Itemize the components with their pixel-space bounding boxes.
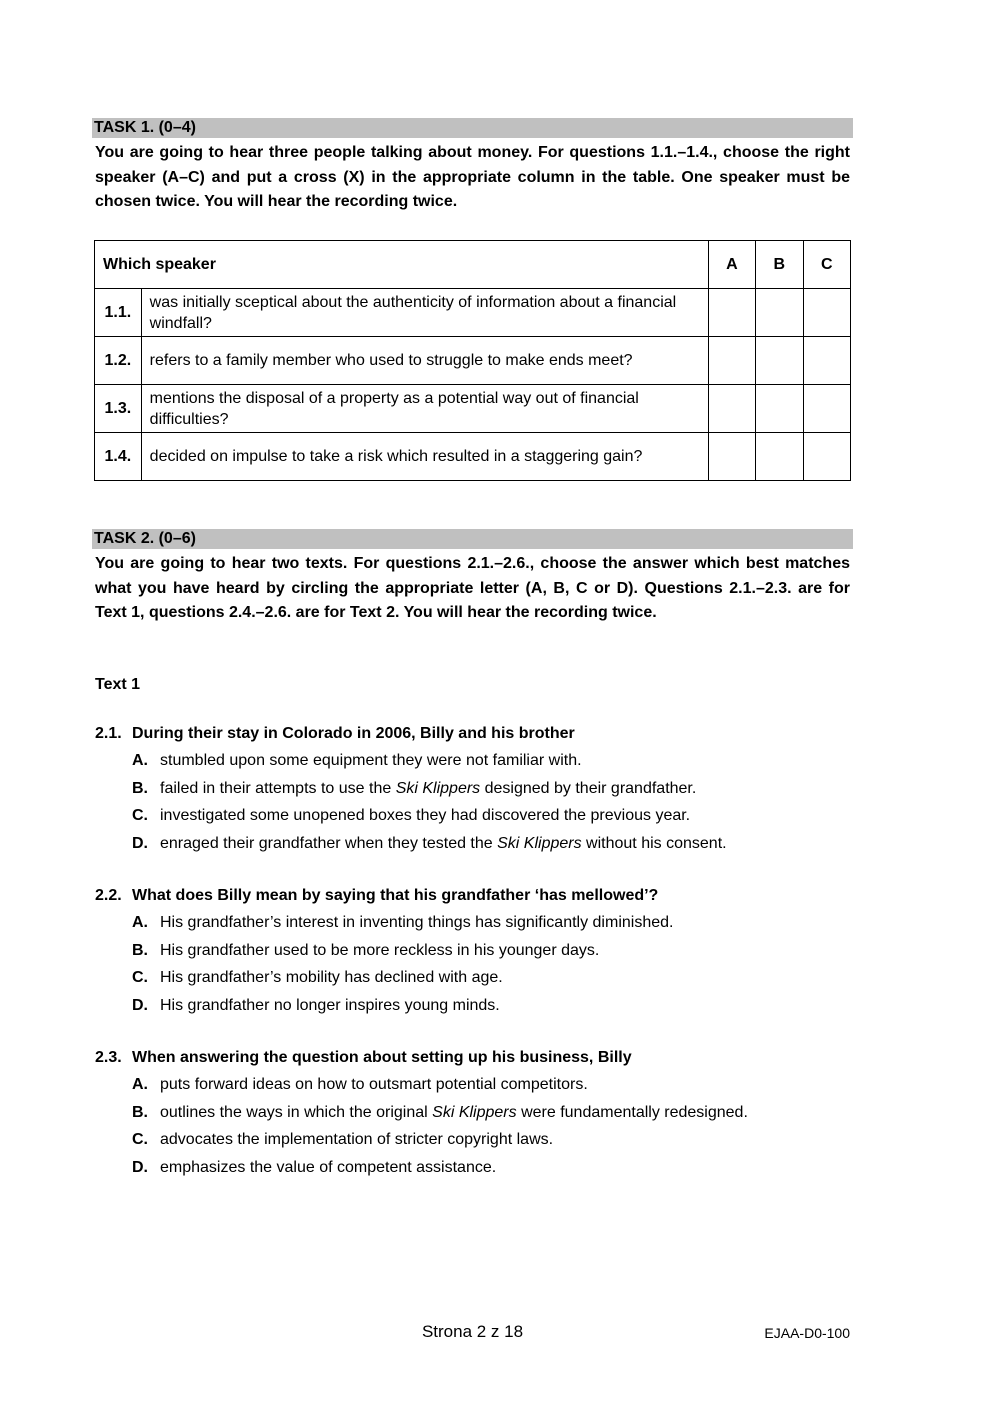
row-number: 1.1.	[95, 289, 142, 337]
option-d[interactable]	[95, 1158, 855, 1186]
option-c[interactable]	[95, 1130, 855, 1158]
answer-cell-1-1-a[interactable]	[708, 289, 755, 337]
option-letter: D.	[132, 834, 148, 852]
option-text: His grandfather’s interest in inventing things has significantly diminished.	[160, 914, 674, 931]
option-letter: A.	[132, 752, 148, 769]
question-stem	[95, 724, 855, 751]
option-letter: C.	[132, 807, 148, 824]
question-number: 2.3.	[95, 1049, 122, 1066]
answer-table	[94, 240, 851, 481]
column-header-b: B	[756, 241, 803, 289]
text-label: Text 1	[95, 676, 141, 693]
question-2-3	[95, 1048, 855, 1185]
table-row	[95, 337, 851, 385]
page-number: Strona 2 z 18	[421, 1322, 524, 1341]
answer-cell-1-2-a[interactable]	[708, 337, 755, 385]
option-emphasis: Ski Klippers	[432, 1103, 517, 1121]
option-text: emphasizes the value of competent assistance.	[160, 1158, 497, 1176]
option-b[interactable]	[95, 941, 855, 969]
option-a[interactable]	[95, 913, 855, 941]
answer-cell-1-2-b[interactable]	[756, 337, 803, 385]
question-text: During their stay in Colorado in 2006, Billy and his brother	[132, 725, 575, 742]
document-code: EJAA-D0-100	[764, 1325, 850, 1341]
option-c[interactable]	[95, 968, 855, 996]
option-text: failed in their attempts to use the	[160, 779, 396, 797]
table-header-label: Which speaker	[95, 241, 709, 289]
option-text-rest: were fundamentally redesigned.	[516, 1103, 748, 1121]
option-text: investigated some unopened boxes they had discovered the previous year.	[160, 807, 691, 824]
question-stem	[95, 886, 855, 913]
option-text: stumbled upon some equipment they were not familiar with.	[160, 752, 582, 769]
option-text-rest: designed by their grandfather.	[480, 779, 697, 797]
option-letter: B.	[132, 1103, 148, 1121]
answer-cell-1-3-c[interactable]	[803, 385, 850, 433]
table-header-row	[95, 241, 851, 289]
table-row	[95, 433, 851, 481]
option-b[interactable]	[95, 779, 855, 807]
option-text: advocates the implementation of stricter copyright laws.	[160, 1131, 554, 1148]
option-letter: A.	[132, 914, 148, 931]
row-question: was initially sceptical about the authenticity of information about a financial windfall?	[141, 289, 708, 337]
question-number: 2.2.	[95, 887, 122, 904]
answer-cell-1-4-c[interactable]	[803, 433, 850, 481]
answer-cell-1-1-b[interactable]	[756, 289, 803, 337]
answer-cell-1-3-a[interactable]	[708, 385, 755, 433]
row-number: 1.2.	[95, 337, 142, 385]
table-row	[95, 289, 851, 337]
option-text: His grandfather no longer inspires young minds.	[160, 996, 500, 1014]
option-text-rest: without his consent.	[581, 834, 727, 852]
question-number: 2.1.	[95, 725, 122, 742]
task1-instruction: You are going to hear three people talking about money. For questions 1.1.–1.4., choose the right speaker (A–C) and put a cross (X) in the appropriate column in the table. One speaker must be chosen twice. You will hear the recording twice.	[95, 144, 850, 210]
option-emphasis: Ski Klippers	[395, 779, 481, 797]
question-2-1	[95, 724, 855, 861]
option-text: His grandfather’s mobility has declined with age.	[160, 969, 503, 986]
option-text: outlines the ways in which the original	[160, 1103, 433, 1121]
answer-cell-1-1-c[interactable]	[803, 289, 850, 337]
row-question: mentions the disposal of a property as a potential way out of financial difficulties?	[141, 385, 708, 433]
option-text: enraged their grandfather when they tested the	[160, 834, 498, 852]
option-letter: B.	[132, 941, 148, 959]
option-letter: C.	[132, 969, 148, 986]
option-a[interactable]	[95, 1075, 855, 1103]
task1-title: TASK 1. (0–4)	[92, 118, 853, 138]
answer-cell-1-3-b[interactable]	[756, 385, 803, 433]
answer-cell-1-4-b[interactable]	[756, 433, 803, 481]
question-text: When answering the question about setting up his business, Billy	[132, 1049, 632, 1066]
row-question: decided on impulse to take a risk which resulted in a staggering gain?	[141, 433, 708, 481]
option-text: His grandfather used to be more reckless in his younger days.	[160, 941, 600, 959]
option-d[interactable]	[95, 996, 855, 1024]
option-b[interactable]	[95, 1103, 855, 1131]
option-text: puts forward ideas on how to outsmart potential competitors.	[160, 1076, 588, 1093]
answer-cell-1-2-c[interactable]	[803, 337, 850, 385]
question-2-2	[95, 886, 855, 1023]
column-header-a: A	[708, 241, 755, 289]
option-letter: D.	[132, 996, 148, 1014]
option-letter: A.	[132, 1076, 148, 1093]
option-letter: D.	[132, 1158, 148, 1176]
option-emphasis: Ski Klippers	[497, 834, 582, 852]
row-question: refers to a family member who used to struggle to make ends meet?	[141, 337, 708, 385]
option-letter: B.	[132, 779, 148, 797]
question-stem	[95, 1048, 855, 1075]
option-c[interactable]	[95, 806, 855, 834]
row-number: 1.3.	[95, 385, 142, 433]
column-header-c: C	[803, 241, 850, 289]
task2-title: TASK 2. (0–6)	[92, 529, 853, 549]
question-text: What does Billy mean by saying that his grandfather ‘has mellowed’?	[132, 887, 659, 904]
table-row	[95, 385, 851, 433]
option-letter: C.	[132, 1131, 148, 1148]
option-d[interactable]	[95, 834, 855, 862]
row-number: 1.4.	[95, 433, 142, 481]
task2-instruction: You are going to hear two texts. For questions 2.1.–2.6., choose the answer which best matches what you have heard by circling the appropriate letter (A, B, C or D). Questions 2.1.–2.3. are for Text 1, questions 2.4.–2.6. are for Text 2. You will hear the recording twice.	[95, 555, 850, 621]
option-a[interactable]	[95, 751, 855, 779]
answer-cell-1-4-a[interactable]	[708, 433, 755, 481]
